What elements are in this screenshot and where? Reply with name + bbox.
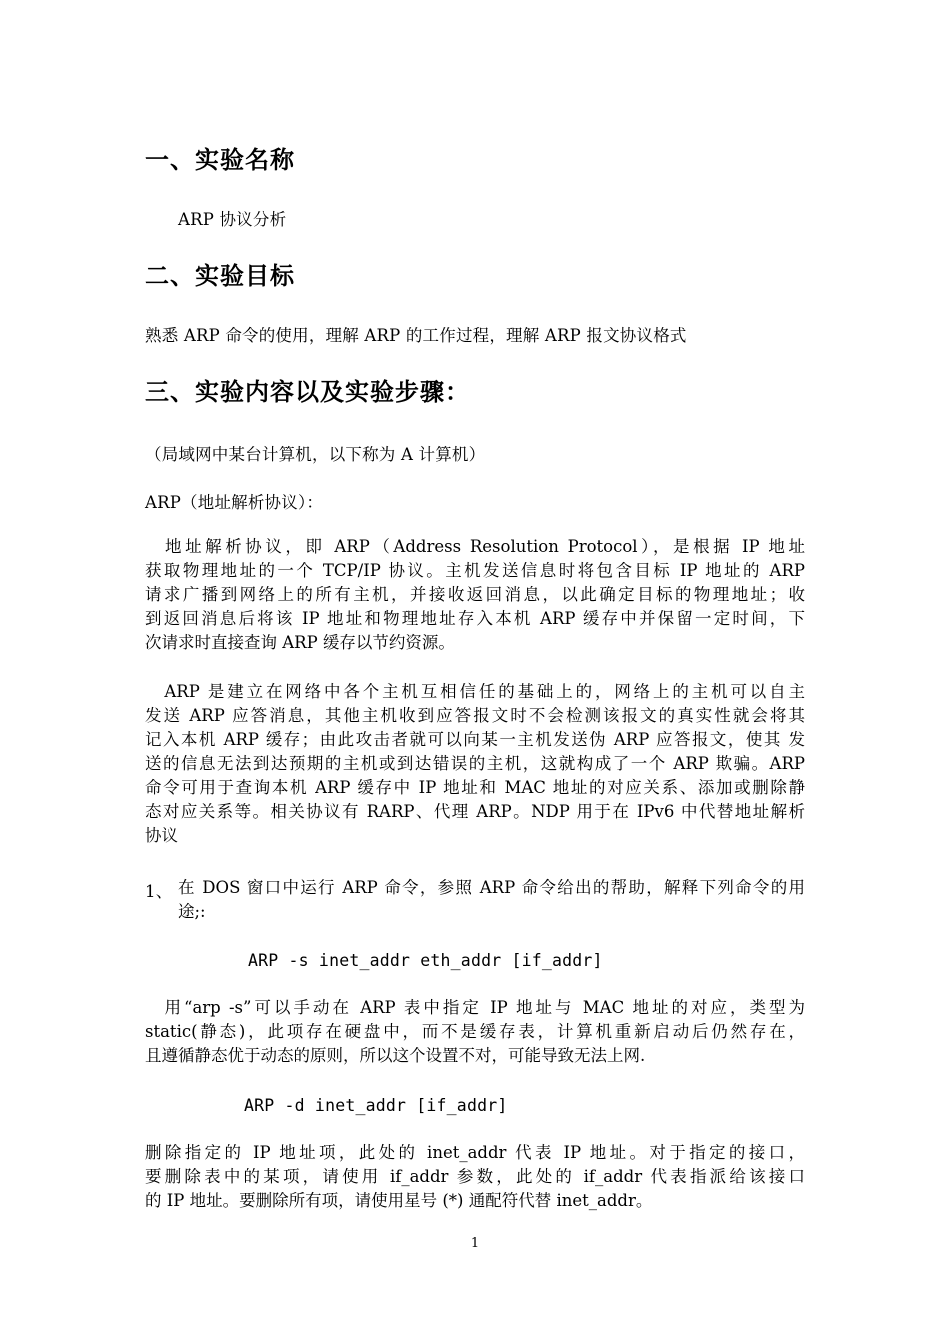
paragraph-line: 协议 bbox=[145, 826, 178, 845]
paragraph-line: 获取物理地址的一个 TCP/IP 协议。主机发送信息时将包含目标 IP 地址的 ARP bbox=[145, 561, 805, 580]
paragraph-line: ARP 是建立在网络中各个主机互相信任的基础上的，网络上的主机可以自主 bbox=[145, 682, 805, 701]
heading-objective: 二、实验目标 bbox=[145, 262, 295, 290]
paragraph-line: 删除指定的 IP 地址项，此处的 inet_addr 代表 IP 地址。对于指定的接口， bbox=[145, 1143, 805, 1162]
arp-d-explanation bbox=[145, 1141, 805, 1213]
paragraph-line: 且遵循静态优于动态的原则，所以这个设置不对，可能导致无法上网. bbox=[145, 1046, 646, 1065]
context-note: （局域网中某台计算机，以下称为 A 计算机） bbox=[145, 445, 486, 464]
command-arp-s: ARP -s inet_addr eth_addr [if_addr] bbox=[248, 951, 603, 970]
paragraph-line: 记入本机 ARP 缓存；由此攻击者就可以向某一主机发送伪 ARP 应答报文，使其 发 bbox=[145, 730, 805, 749]
paragraph-line: 态对应关系等。相关协议有 RARP、代理 ARP。NDP 用于在 IPv6 中代替地址解析 bbox=[145, 802, 805, 821]
objective-text: 熟悉 ARP 命令的使用，理解 ARP 的工作过程，理解 ARP 报文协议格式 bbox=[145, 326, 687, 345]
page-number: 1 bbox=[470, 1236, 480, 1251]
heading-content-steps: 三、实验内容以及实验步骤： bbox=[145, 378, 470, 406]
step-1-instruction bbox=[178, 876, 805, 924]
paragraph-line: 地址解析协议，即 ARP（Address Resolution Protocol），是根据 IP 地址 bbox=[145, 537, 805, 556]
paragraph-line: 送的信息无法到达预期的主机或到达错误的主机，这就构成了一个 ARP 欺骗。ARP bbox=[145, 754, 805, 773]
experiment-name-text: ARP 协议分析 bbox=[178, 210, 287, 229]
arp-spoofing-paragraph bbox=[145, 680, 805, 848]
command-arp-d: ARP -d inet_addr [if_addr] bbox=[244, 1096, 508, 1115]
paragraph-line: 请求广播到网络上的所有主机，并接收返回消息，以此确定目标的物理地址；收 bbox=[145, 585, 805, 604]
paragraph-line: 在 DOS 窗口中运行 ARP 命令，参照 ARP 命令给出的帮助，解释下列命令的用 bbox=[178, 878, 805, 897]
paragraph-line: 命令可用于查询本机 ARP 缓存中 IP 地址和 MAC 地址的对应关系、添加或删除静 bbox=[145, 778, 805, 797]
paragraph-line: 发送 ARP 应答消息，其他主机收到应答报文时不会检测该报文的真实性就会将其 bbox=[145, 706, 805, 725]
paragraph-line: 途;: bbox=[178, 902, 206, 921]
paragraph-line: static(静态)，此项存在硬盘中，而不是缓存表，计算机重新启动后仍然存在， bbox=[145, 1022, 805, 1041]
arp-definition-paragraph bbox=[145, 535, 805, 655]
arp-label: ARP（地址解析协议）： bbox=[145, 493, 324, 512]
paragraph-line: 的 IP 地址。要删除所有项，请使用星号 (*) 通配符代替 inet_addr。 bbox=[145, 1191, 653, 1210]
paragraph-line: 用“arp -s”可以手动在 ARP 表中指定 IP 地址与 MAC 地址的对应，类型为 bbox=[145, 998, 805, 1017]
paragraph-line: 次请求时直接查询 ARP 缓存以节约资源。 bbox=[145, 633, 455, 652]
arp-s-explanation bbox=[145, 996, 805, 1068]
step-number: 1、 bbox=[145, 882, 173, 901]
paragraph-line: 到返回消息后将该 IP 地址和物理地址存入本机 ARP 缓存中并保留一定时间，下 bbox=[145, 609, 805, 628]
paragraph-line: 要删除表中的某项，请使用 if_addr 参数，此处的 if_addr 代表指派给该接口 bbox=[145, 1167, 805, 1186]
heading-experiment-name: 一、实验名称 bbox=[145, 146, 295, 174]
